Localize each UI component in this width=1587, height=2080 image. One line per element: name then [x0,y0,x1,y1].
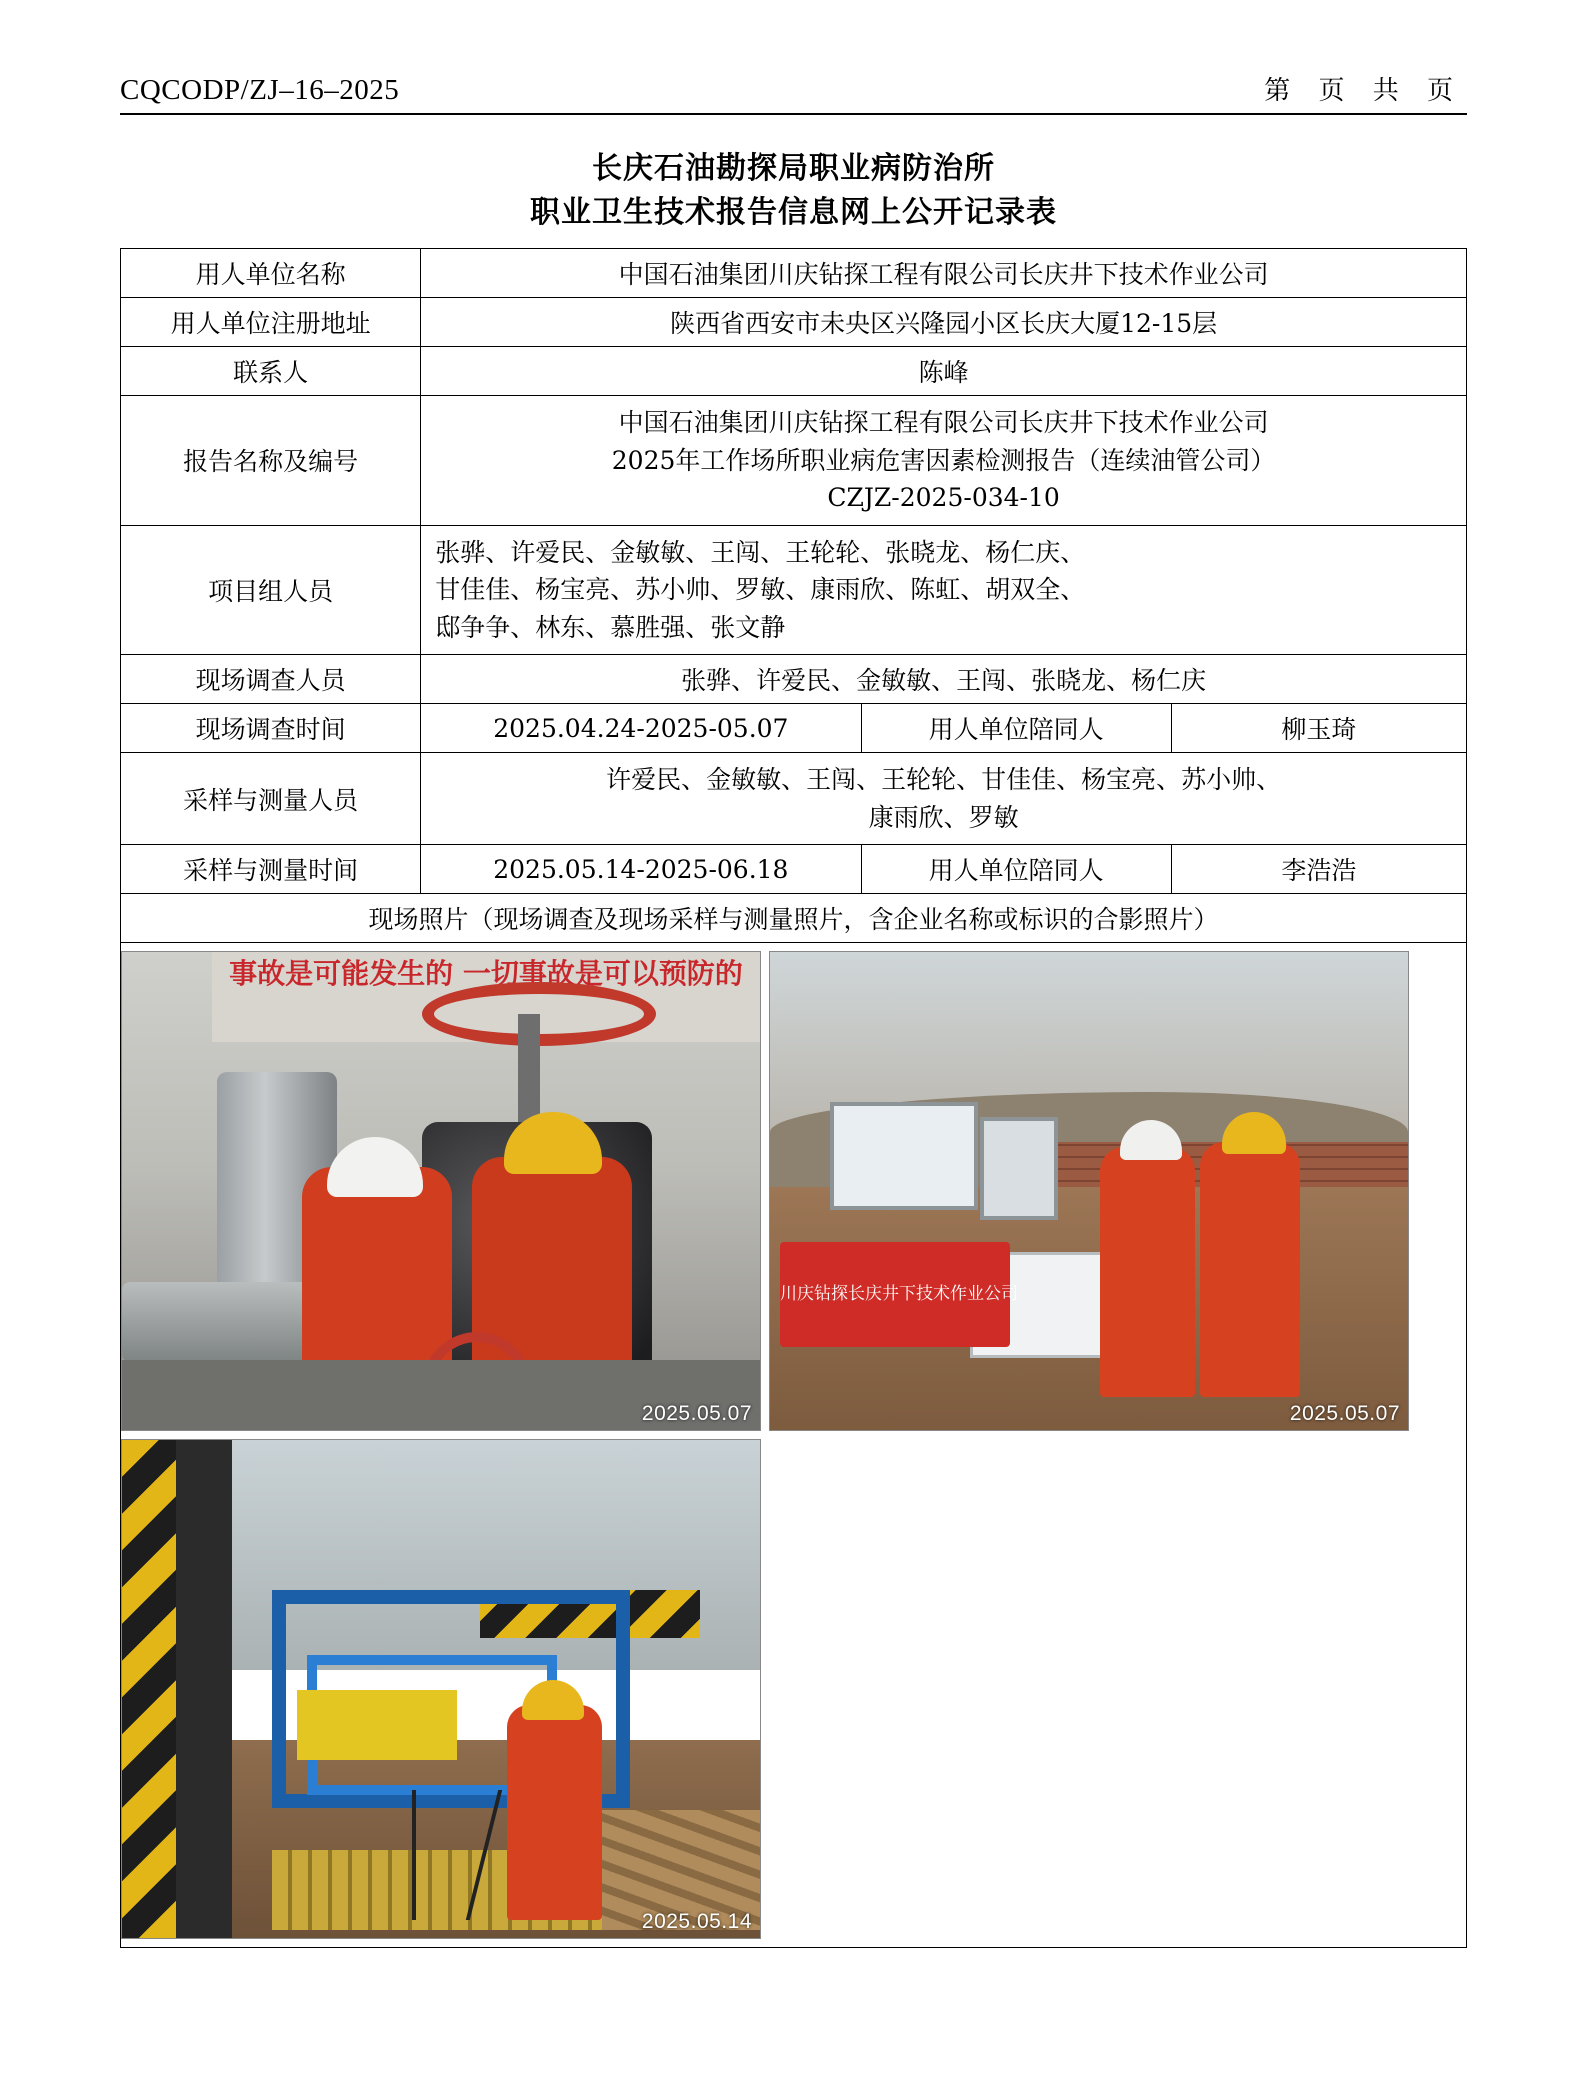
photo-date-stamp: 2025.05.07 [641,1402,752,1425]
table-row [121,845,1467,894]
table-row [121,943,1467,1948]
table-row [121,249,1467,298]
wellhead-inspection-photo [121,951,761,1431]
photo-gallery [121,943,1466,1947]
record-table [120,248,1467,1948]
photos-section-caption: 现场照片（现场调查及现场采样与测量照片，含企业名称或标识的合影照片） [121,894,1467,943]
project-team-line-1: 张骅、许爱民、金敏敏、王闯、王轮轮、张晓龙、杨仁庆、 [435,537,1086,567]
table-row [121,525,1467,655]
title-line-1: 长庆石油勘探局职业病防治所 [592,151,995,186]
coiled-tubing-measurement-photo [121,1439,761,1939]
document-code: CQCODP/ZJ–16–2025 [120,74,400,106]
sampling-staff-label: 采样与测量人员 [121,753,421,845]
survey-time-label: 现场调查时间 [121,704,421,753]
sampling-companion-value: 李浩浩 [1171,845,1466,894]
survey-time-value: 2025.04.24-2025-05.07 [421,704,861,753]
sampling-staff-value [421,753,1467,845]
survey-staff-label: 现场调查人员 [121,655,421,704]
report-name-line-2: 2025年工作场所职业病危害因素检测报告（连续油管公司） [611,445,1276,475]
report-number: CZJZ-2025-034-10 [827,483,1060,512]
table-row [121,704,1467,753]
report-name-label: 报告名称及编号 [121,396,421,526]
contact-person-label: 联系人 [121,347,421,396]
table-row [121,298,1467,347]
project-team-value [421,525,1467,655]
safety-banner-text: 事故是可能发生的 一切事故是可以预防的 [229,957,743,990]
sampling-companion-label: 用人单位陪同人 [861,845,1171,894]
project-team-line-3: 邸争争、林东、慕胜强、张文静 [435,612,786,642]
survey-companion-label: 用人单位陪同人 [861,704,1171,753]
photo-date-stamp: 2025.05.07 [1289,1402,1400,1425]
employer-name-value: 中国石油集团川庆钻探工程有限公司长庆井下技术作业公司 [421,249,1467,298]
sampling-time-value: 2025.05.14-2025-06.18 [421,845,861,894]
document-header [120,70,1467,115]
sampling-time-label: 采样与测量时间 [121,845,421,894]
project-team-label: 项目组人员 [121,525,421,655]
report-name-value [421,396,1467,526]
title-line-2: 职业卫生技术报告信息网上公开记录表 [530,194,1057,230]
report-name-line-1: 中国石油集团川庆钻探工程有限公司长庆井下技术作业公司 [618,408,1269,437]
employer-address-label: 用人单位注册地址 [121,298,421,347]
employer-name-label: 用人单位名称 [121,249,421,298]
photo-date-stamp: 2025.05.14 [641,1910,752,1933]
project-team-line-2: 甘佳佳、杨宝亮、苏小帅、罗敏、康雨欣、陈虹、胡双全、 [435,575,1086,604]
table-row [121,655,1467,704]
contact-person-value: 陈峰 [421,347,1467,396]
company-sign-text: 川庆钻探长庆井下技术作业公司 [780,1284,1018,1304]
sampling-staff-line-2: 康雨欣、罗敏 [868,802,1019,832]
page-title [120,147,1467,234]
site-survey-group-photo [769,951,1409,1431]
survey-staff-value: 张骅、许爱民、金敏敏、王闯、张晓龙、杨仁庆 [421,655,1467,704]
table-row [121,347,1467,396]
sampling-staff-line-1: 许爱民、金敏敏、王闯、王轮轮、甘佳佳、杨宝亮、苏小帅、 [606,765,1282,794]
photos-cell [121,943,1467,1948]
employer-address-value: 陕西省西安市未央区兴隆园小区长庆大厦12-15层 [421,298,1467,347]
table-row [121,396,1467,526]
survey-companion-value: 柳玉琦 [1171,704,1466,753]
page-number-text: 第 页 共 页 [1264,76,1463,106]
table-row [121,753,1467,845]
table-row [121,894,1467,943]
